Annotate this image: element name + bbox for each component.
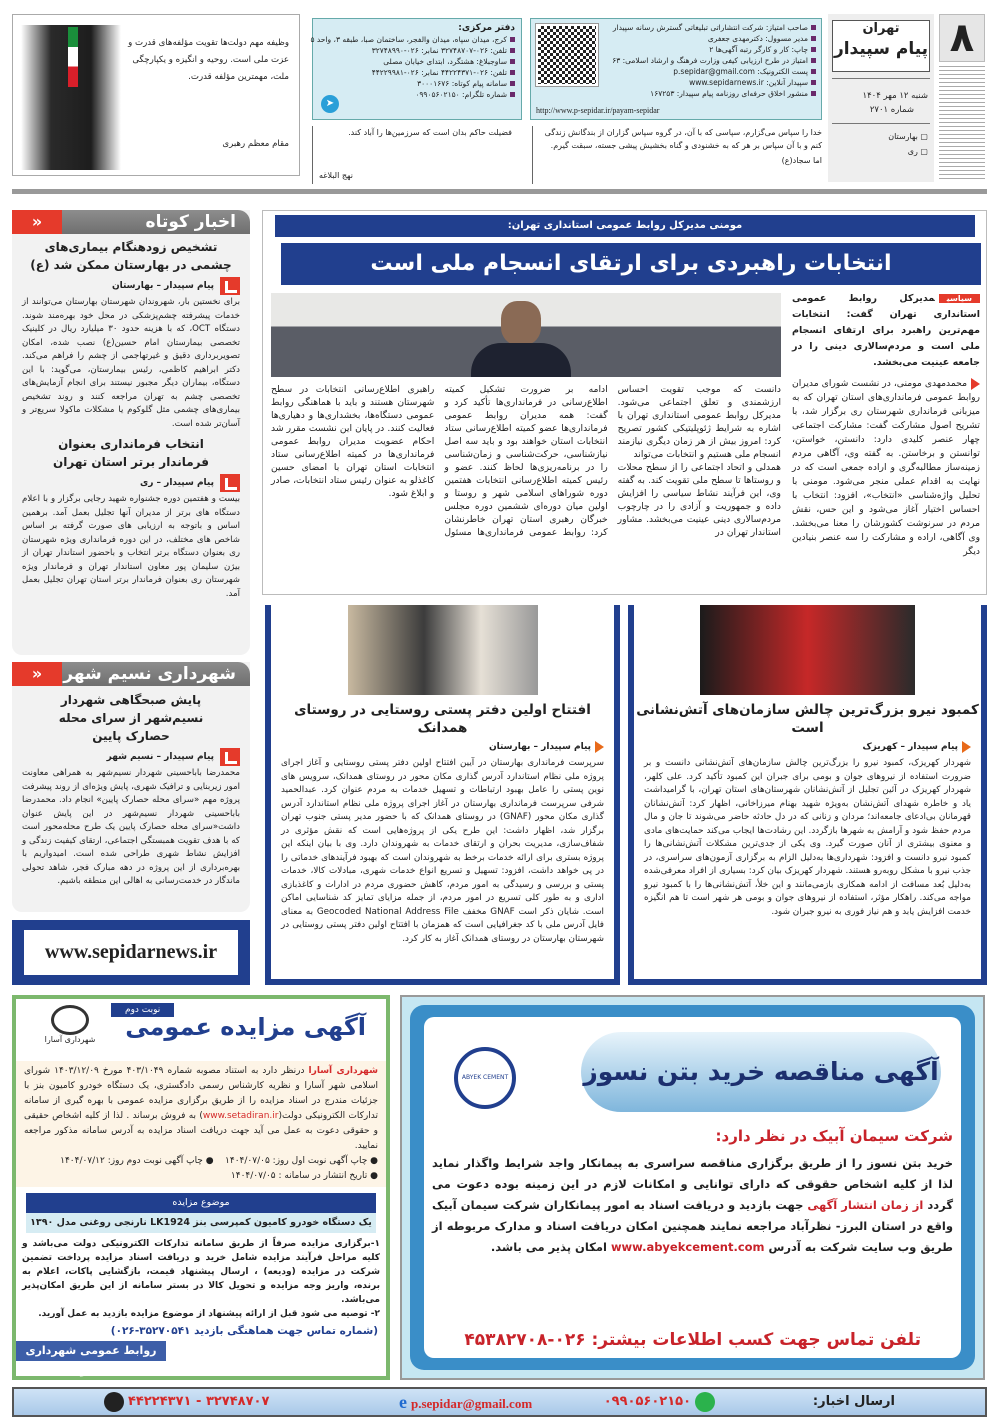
section-tag: سیاسی xyxy=(939,294,980,303)
auction-subject-label: موضوع مزایده xyxy=(26,1193,376,1213)
auction-ad xyxy=(12,995,390,1380)
flag-icon xyxy=(68,27,78,87)
post-article xyxy=(265,605,620,985)
main-lead: سیاسیمدیرکل روابط عمومی استانداری تهران گفت: انتخابات مهم‌ترین راهبرد برای ارتقای انسجام ملی است و مردم‌سالاری دینی را در جامعه عینیت می‌بخشد. xyxy=(792,293,980,368)
auction-body: شهرداری آسارا درنظر دارد به استناد مصوبه شماره ۴۰۳/۱۰۴۹ مورخ ۱۴۰۳/۱۲/۰۹ شورای اسلامی شهر آسارا و نظریه کارشناس رسمی دادگستری، یک دستگاه خودرو کامیون بنز با جزئیات مندرج در اسناد مزایده را از طریق برگزاری مزایده عمومی با بهره گیری از سامانه تدارکات الکترونیکی دولت(www.setadiran.ir) به فروش برساند . لذا از کلیه اشخاص حقیقی و حقوقی دعوت به عمل می آید جهت دریافت اسناد مزایده به آدرس سامانه مذکور مراجعه نمایید. ● چاپ آگهی نوبت اول روز: ۱۴۰۴/۰۷/۰۵ ● چاپ آگهی نوبت دوم روز: ۱۴۰۴/۰۷/۱۲ ● تاریخ انتشار در سامانه : ۱۴۰۴/۰۷/۰۵ xyxy=(16,1061,386,1187)
main-kicker: مومنی مدیرکل روابط عمومی استانداری تهران: xyxy=(275,215,975,237)
main-col3: همدلی و اتحاد اجتماعی را از سطح محلات و روستاها تا سطح ملی تقویت کند. به گفته وی، این فرآیند نشاط سیاسی را افزایش داده و جمهوریت و آزادی را در چارچوب مردم‌سالاری دینی عینیت می‌بخشد. مشاور استاندار تهران در xyxy=(617,462,781,538)
arrow-icon xyxy=(220,277,240,295)
tender-body: خرید بتن نسوز را از طریق برگزاری مناقصه سراسری به پیمانکار واجد شرایط واگذار نماید لذا از کلیه اشخاص حقوقی که دارای توانایی و امکانات لازم در این زمینه بوده دعوت می گردد از زمان انتشار آگهی جهت بازدید و دریافت اسناد به امور پیمانکاران شرکت سیمان آبیک واقع در استان البرز- نظرآباد مراجعه نمایند همچنین امکان دریافت اسناد و مدارک مربوطه از طریق وب سایت شرکت به آدرس www.abyekcement.com امکان پذیر می باشد. xyxy=(432,1156,954,1254)
fire-article xyxy=(628,605,987,985)
main-col2: دانست که موجب تقویت احساس ارزشمندی و تعلق اجتماعی می‌شود. مدیرکل روابط عمومی استانداری تهران با اشاره به شرایط ژئوپلیتیکی کشور تصریح کرد: امروز بیش از هر زمان دیگری نیازمند انسجام ملی هستیم و انتخابات می‌تواند xyxy=(617,384,781,460)
footer-phones[interactable]: ۳۲۷۴۸۷۰۷ - ۴۴۲۲۴۳۷۱ xyxy=(104,1389,269,1415)
publisher-box: صاحب امتیاز: شرکت انتشاراتی تبلیغاتی گسترش رسانه سپیدار مدیر مسوول: دکترمهدی جعفری چاپ: کار و کارگر رتبه آگهی‌ها ۲ امتیاز در طرح ارزیابی کیفی وزارت فرهنگ و ارشاد اسلامی: ۶۳ پست الکترونیک: p.sepidar@gmail.com سپیدار آنلاین: www.sepidarnews.ir منشور اخلاق حرفه‌ای روزنامه پیام سپیدار: ۱۶۷۲۵۳ http://www.p-sepidar.ir/payam-sepidar xyxy=(530,18,822,120)
issue-number: شماره ۲۷۰۱ xyxy=(869,105,914,115)
tender-site-link[interactable]: www.abyekcement.com xyxy=(610,1240,765,1254)
footer-label: ارسال اخبار: xyxy=(812,1394,895,1409)
masthead xyxy=(828,14,934,182)
chevrons-icon: « xyxy=(12,662,62,686)
qr-code[interactable] xyxy=(536,24,598,86)
quote-nahj: فضیلت حاکم بدان است که سرزمین‌ها را آباد کند. نهج البلاغه xyxy=(312,126,512,184)
region-rey[interactable]: ▢ ری xyxy=(907,147,928,156)
arrow-icon xyxy=(220,474,240,492)
main-col1: محمدمهدی مومنی، در نشست شورای مدیران روابط عمومی فرمانداری‌های استان تهران که به میزبانی فرمانداری شهرستان ری برگزار شد، با تشریح اصول مشارکت گفت: مشارکت اجتماعی چهار عنصر کلیدی دارد: دانستن، خواستن، توانستن و برخاستن. به گفته وی، آگاهی مردم زمینه‌ساز مطالبه‌گری و اراده جمعی است که در نهایت به اقدام عملی منجر می‌شود. مومنی با تحلیل واژه‌شناسی «انتخاب»، افزود: انتخاب با احساس اختیار آغاز می‌شود و این حس، نقش مردم در سرنوشت کشورشان را معنا می‌بخشد. وی آگاهی، اراده و مشارکت را سه عنصر بنیادین دیگر xyxy=(792,378,980,557)
post-photo xyxy=(348,605,538,695)
logo xyxy=(832,20,930,72)
footer-whatsapp[interactable]: ۰۹۹۰۵۶۰۲۱۵۰ xyxy=(604,1389,715,1415)
leader-quote-box xyxy=(12,14,300,176)
auction-title: آگهی مزایده عمومی xyxy=(125,1013,366,1041)
abyek-logo: ABYEK CEMENT xyxy=(454,1047,516,1109)
post-body: سرپرست فرمانداری بهارستان در آیین افتتاح اولین دفتر پستی روستایی و آغاز اجرای پروژه ملی نظام استاندارد آدرس گذاری مکان محور در روستای همدانک، سرویس های نوین پستی را عامل بهبود ارتباطات و تسهیل خدمات به مردم عنوان کرد. عبدالحمید شرفی سرپرست فرمانداری بهارستان در آغاز اجرای پروژه ملی نظام استاندارد آدرس گذاری مکان محور (GNAF) در روستای همدانک که با حضور مدیر پستی جنوب تهران برگزار شد، اظهار داشت: این طرح یکی از پروژه‌هایی است که نقش مؤثری در شفاف‌سازی، مدیریت بحران و ارتقای خدمات به شهروندان دارد. وی با بیان اینکه این پروژه بستری برای ارائه خدمات برخط به شهروندان است که بهبود فرآیندهای خدماتی را در پی خواهد داشت، افزود: تسهیل و تسریع انواع خدمات شهری، مبادلات کالا، خدمات پستی و بررسی و رسیدگی به امور مردم، کاهش حضوری مردم در ادارات و کاغذبازی اداری و به طور کلی تسریع در امور مردم، از جمله مزایای تمایز کد شناسایی اماکن است. شایان ذکر است GNAF مخفف Geocoded National Address File به معنای فایل آدرس ملی با کد جغرافیایی است که همزمان با افتتاح اولین دفتر پستی روستایی در شهرستان بهارستان در روستای همدانک آغاز به کار کرد. xyxy=(281,758,604,944)
nasim-headline: پایش صبحگاهی شهردار نسیم‌شهر از سرای محله حصارک پایین xyxy=(58,693,204,743)
main-col4: ادامه بر ضرورت تشکیل کمیته اطلاع‌رسانی در فرمانداری‌ها تأکید کرد و گفت: همه مدیران روابط عمومی فرمانداری‌ها عضو کمیته اطلاع‌رسانی ستاد انتخابات استان خواهند بود و باید سه اصل نیازشناسی، حرکت‌شناسی و زمان‌شناسی را در برنامه‌ریزی‌ها لحاظ کنند. عضو و رئیس کمیته اطلاع‌رسانی انتخابات هفتمین دوره شوراهای اسلامی شهر و روستا و اولین میان دوره‌ای ششمین دوره مجلس خبرگان رهبری استان تهران خاطرنشان کرد: روابط عمومی فرمانداری‌ها مسئول راهبری اطلاع‌رسانی انتخابات در سطح شهرستان هستند و باید با هماهنگی روابط عمومی دستگاه‌ها، بخشداری‌ها و دهیاری‌ها فعالیت کنند. در پایان این نشست مقرر شد احکام عضویت مدیران روابط عمومی فرمانداری‌ها در کمیته اطلاع‌رسانی ستاد انتخابات استان تهران با امضای حسین کاغذلو به عنوان رئیس ستاد انتخابات، صادر و ابلاغ شود. xyxy=(271,384,608,538)
logo-main: پیام سپیدار xyxy=(833,39,929,59)
auction-notes: ۱-برگزاری مزایده صرفاً از طریق سامانه تدارکات الکترونیکی دولت می‌باشد و کلیه مراحل فرآیند مزایده شامل خرید و دریافت اسناد مزایده پرداخت تضمین شرکت در مزایده (ودیعه) ، ارسال پیشنهاد قیمت، بازگشایی پاکات، اعلام به برنده، واریز وجه مزایده و تحویل کالا در بستر سامانه از این طریق امکان‌پذیر می‌باشد. ۲- توصیه می شود قبل از ارائه پیشنهاد از موضوع مزایده بازدید به عمل آورید. xyxy=(22,1239,380,1319)
quote-imam-sajjad: خدا را سپاس می‌گزارم، سپاسی که با آن، در گروه سپاس گزاران از بندگانش زندگی کنم و با آن سپاس بر هر که به خشنودی و گناه بخشیش پیشی جسته، سبقت گیرم. اما سجاد(ع) xyxy=(532,126,822,184)
short-news: اخبار کوتاه « تشخیص زودهنگام بیماری‌های چشمی در بهارستان ممکن شد (ع) پیام سپیدار – بهارستان برای نخستین بار، شهروندان شهرستان بهارستان می‌توانند از خدمات پیشرفته چشم‌پزشکی در محل خود بهره‌مند شوند. دستگاه OCT، که با هزینه حدود ۳۰ میلیارد ریال در کلینیک تخصصی بیمارستان امام حسین(ع) نصب شده، امکان تصویربرداری دقیق و غیرتهاجمی از چشم را فراهم می‌کند. دکتر ابراهیم کاظمی، رئیس بیمارستان، می‌گوید: با این دستگاه، بیماران دیگر مجبور نیستند برای انجام آزمایش‌های تخصصی چشم به تهران مراجعه کنند و روند تشخیص بیماری‌های چشمی مثل گلوکوم یا مشکلات ماکولا سریع‌تر و آسان‌تر شده است. انتخاب فرمانداری بعنوان فرماندار برتر استان تهران پیام سپیدار – ری بیست و هفتمین دوره جشنواره شهید رجایی برگزار و با اعلام دستگاه های برتر از مدیران آنها تجلیل بعمل آمد. برهمین اساس و باتوجه به ارزیابی های صورت گرفته بر اساس شاخص های مختلف، در این دوره فرمانداری ویژه شهرستان ری بعنوان دستگاه برتر انتخاب و باحضور استاندار تهران از بیژن سلیمان پور معاون استاندار تهران و فرماندار ویژه شهرستان ری بعنوان فرماندار برتر استان تهران تجلیل بعمل آمد. xyxy=(12,210,250,655)
publisher-url[interactable]: http://www.p-sepidar.ir/payam-sepidar xyxy=(536,106,660,115)
main-photo xyxy=(271,293,781,377)
nasim-header: شهرداری نسیم شهر « xyxy=(12,662,250,686)
short-news-header: اخبار کوتاه « xyxy=(12,210,250,234)
tender-ad xyxy=(400,995,985,1380)
header-divider xyxy=(12,189,987,194)
logo-top: تهران xyxy=(862,21,900,36)
phone-icon[interactable] xyxy=(104,1392,124,1412)
fire-body: شهردار کهریزک، کمبود نیرو را بزرگ‌ترین چالش سازمان‌های آتش‌نشانی دانست و بر ضرورت استفاده از نیروهای جوان و بومی برای جبران این کمبود تأکید کرد. علی کلهر، شهردار کهریزک در آئین تجلیل از آتش‌نشانان شهرستان‌های استان تهران، با گرامیداشت یاد و خاطره شهدای آتش‌نشان به‌ویژه شهید بهنام میرزاخانی، اظهار کرد: آتش‌نشانان قهرمانان بی‌ادعای جامعه‌اند؛ مردان و زنانی که در دل حادثه حاضر می‌شوند تا جان و مال مردم حفظ شود و آرامش به شهرها بازگردد. این رشادت‌ها ایجاب می‌کند حمایت‌های مادی و معنوی بیشتری از آنان صورت گیرد. وی یکی از جدی‌ترین مشکلات آتش‌نشانی‌ها را کمبود نیرو دانست و افزود: شهرداری‌ها به‌دلیل الزام به برگزاری آزمون‌های سراسری، در جذب نیرو با مشکل روبه‌رو هستند. شهردار کهریزک بیان کرد: بسیاری از افراد معرفی‌شده به‌دلیل بُعد مسافت از ادامه همکاری بازمی‌مانند و این خلأ، آتش‌نشانی‌ها را با کمبود نیرو مواجه می‌کند. راهکار مؤثر، استفاده از نیروهای جوان و بومی هر شهر است تا هم انگیزه خدمت افزایش یابد و هم نیاز فوری به نیرو جبران شود. xyxy=(644,758,971,917)
short-news-headline: انتخاب فرمانداری بعنوان فرماندار برتر استان تهران xyxy=(53,437,209,469)
region-bahar[interactable]: ▢ بهارستان xyxy=(888,132,928,141)
tender-org: شرکت سیمان آبیک در نظر دارد: xyxy=(715,1127,953,1145)
auction-subject: یک دستگاه خودرو کامیون کمپرسی بنز LK1924 نارنجی روغنی مدل ۱۳۹۰ xyxy=(26,1213,376,1233)
stripes xyxy=(939,66,985,182)
office-box: دفتر مرکزی: کرج، میدان سپاه، میدان والفجر، ساختمان صبا، طبقه ۳، واحد ۵ تلفن: ۰۲۶-۳۲۷۴۸۷۰۷ نمابر: ۰۲۶-۳۲۷۴۸۹۹۰ ساوجبلاغ: هشتگرد، ابتدای خیابان مصلی تلفن: ۰۲۶-۴۴۲۲۴۳۷۱ نمابر: ۰۲۶-۴۴۲۲۹۹۸۱ سامانه پیام کوتاه: ۳۰۰۰۱۶۷۶ شماره تلگرام: ۰۹۹۰۵۶۰۲۱۵۰ ➤ xyxy=(312,18,522,120)
tender-phone: تلفن تماس جهت کسب اطلاعات بیشتر: ۰۲۶-۴۵۳۸۲۷۰۸ xyxy=(464,1330,921,1350)
main-article xyxy=(262,210,987,595)
site-banner[interactable]: www.sepidarnews.ir xyxy=(12,920,250,985)
whatsapp-icon[interactable] xyxy=(695,1392,715,1412)
tender-title: آگهی مناقصه خرید بتن نسوز xyxy=(581,1032,941,1112)
auction-badge: نوبت دوم xyxy=(111,1003,174,1017)
main-headline: انتخابات راهبردی برای ارتقای انسجام ملی است xyxy=(281,243,981,285)
short-news-body: بیست و هفتمین دوره جشنواره شهید رجایی برگزار و با اعلام دستگاه های برتر از مدیران آنها تجلیل بعمل آمد. برهمین اساس و باتوجه به ارزیابی های صورت گرفته بر اساس شاخص های مختلف، در این دوره فرمانداری ویژه شهرستان ری بعنوان دستگاه برتر انتخاب و باحضور استاندار تهران از بیژن سلیمان پور معاون استاندار تهران و فرماندار ویژه شهرستان ری بعنوان فرماندار برتر استان تهران تجلیل بعمل آمد. xyxy=(22,494,240,599)
nasim-body: محمدرضا باباحسینی شهردار نسیم‌شهر به همراهی معاونت امور زیربنایی و ترافیک شهری، پایش ویژه‌ای از روند پیشرفت پروژه مهم «سرای محله حصارک پایین» انجام داد. محمدرضا باباحسینی شهردار نسیم‌شهر در این پایش عنوان داشت«سرای محله حصارک پایین یک طرح محله‌محور است که با هدف تقویت همبستگی اجتماعی، ارتقای کیفیت زندگی و افزایش نشاط شهری طراحی شده است. امیدواریم با بهره‌برداری از این پروژه در دهه مبارک فجر، شاهد تحولی ماندگار در خدمت‌رسانی به اهالی این منطقه باشیم. xyxy=(22,768,240,886)
footer-email[interactable]: e p.sepidar@gmail.com xyxy=(399,1392,533,1412)
fire-headline: کمبود نیرو بزرگ‌ترین چالش سازمان‌های آتش‌نشانی است xyxy=(636,702,979,736)
short-news-body: برای نخستین بار، شهروندان شهرستان بهارستان می‌توانند از خدمات پیشرفته چشم‌پزشکی در محل خود بهره‌مند شوند. دستگاه OCT، که با هزینه حدود ۳۰ میلیارد ریال در کلینیک تخصصی بیمارستان امام حسین(ع) نصب شده، امکان تصویربرداری دقیق و غیرتهاجمی از چشم را فراهم می‌کند. دکتر ابراهیم کاظمی، رئیس بیمارستان، می‌گوید: با این دستگاه، بیماران دیگر مجبور نیستند برای انجام آزمایش‌های تخصصی چشم به تهران مراجعه کنند و روند تشخیص بیماری‌های چشمی مثل گلوکوم یا مشکلات ماکولا سریع‌تر و آسان‌تر شده است. xyxy=(22,297,240,429)
fire-byline: پیام سپیدار – کهریزک xyxy=(634,737,981,757)
main-columns xyxy=(271,383,781,539)
fire-photo xyxy=(700,605,915,695)
email-icon[interactable]: e xyxy=(399,1392,407,1412)
post-byline: پیام سپیدار – بهارستان xyxy=(271,737,614,757)
nasim-news: شهرداری نسیم شهر « پایش صبحگاهی شهردار نسیم‌شهر از سرای محله حصارک پایین پیام سپیدار – نسیم شهر محمدرضا باباحسینی شهردار نسیم‌شهر به همراهی معاونت امور زیربنایی و ترافیک شهری، پایش ویژه‌ای از روند پیشرفت پروژه مهم «سرای محله حصارک پایین» انجام داد. محمدرضا باباحسینی شهردار نسیم‌شهر در این پایش عنوان داشت«سرای محله حصارک پایین یک طرح محله‌محور است که با هدف تقویت همبستگی اجتماعی، ارتقای کیفیت زندگی و افزایش نشاط شهری طراحی شده است. امیدواریم با بهره‌برداری از این پروژه در دهه مبارک فجر، شاهد تحولی ماندگار در خدمت‌رسانی به اهالی این منطقه باشیم. xyxy=(12,662,250,912)
auction-footer: روابط عمومی شهرداری آسارا xyxy=(16,1341,166,1361)
auction-contact: (شماره تماس جهت هماهنگی بازدید ۳۵۲۷۰۵۴۱-۰۲۶) xyxy=(110,1325,378,1337)
footer-bar xyxy=(12,1387,987,1417)
page-number-box: ۸ xyxy=(939,14,985,62)
issue-date: شنبه ۱۲ مهر ۱۴۰۴ xyxy=(862,91,928,101)
auction-logo: شهرداری آسارا xyxy=(30,1005,110,1059)
auction-site-link[interactable]: www.setadiran.ir xyxy=(202,1111,279,1121)
telegram-icon[interactable]: ➤ xyxy=(321,95,339,113)
leader-quote-source: مقام معظم رهبری xyxy=(222,139,289,149)
leader-quote-text: وظیفه مهم دولت‌ها تقویت مؤلفه‌های قدرت و عزت ملی است. روحیه و انگیزه و یکپارچگی ملت، مهمترین مؤلفه قدرت. xyxy=(128,38,289,82)
short-news-headline: تشخیص زودهنگام بیماری‌های چشمی در بهارستان ممکن شد (ع) xyxy=(30,240,232,272)
chevrons-icon: « xyxy=(12,210,62,234)
arrow-icon xyxy=(220,748,240,766)
post-headline: افتتاح اولین دفتر پستی روستایی در روستای همدانک xyxy=(294,702,591,736)
